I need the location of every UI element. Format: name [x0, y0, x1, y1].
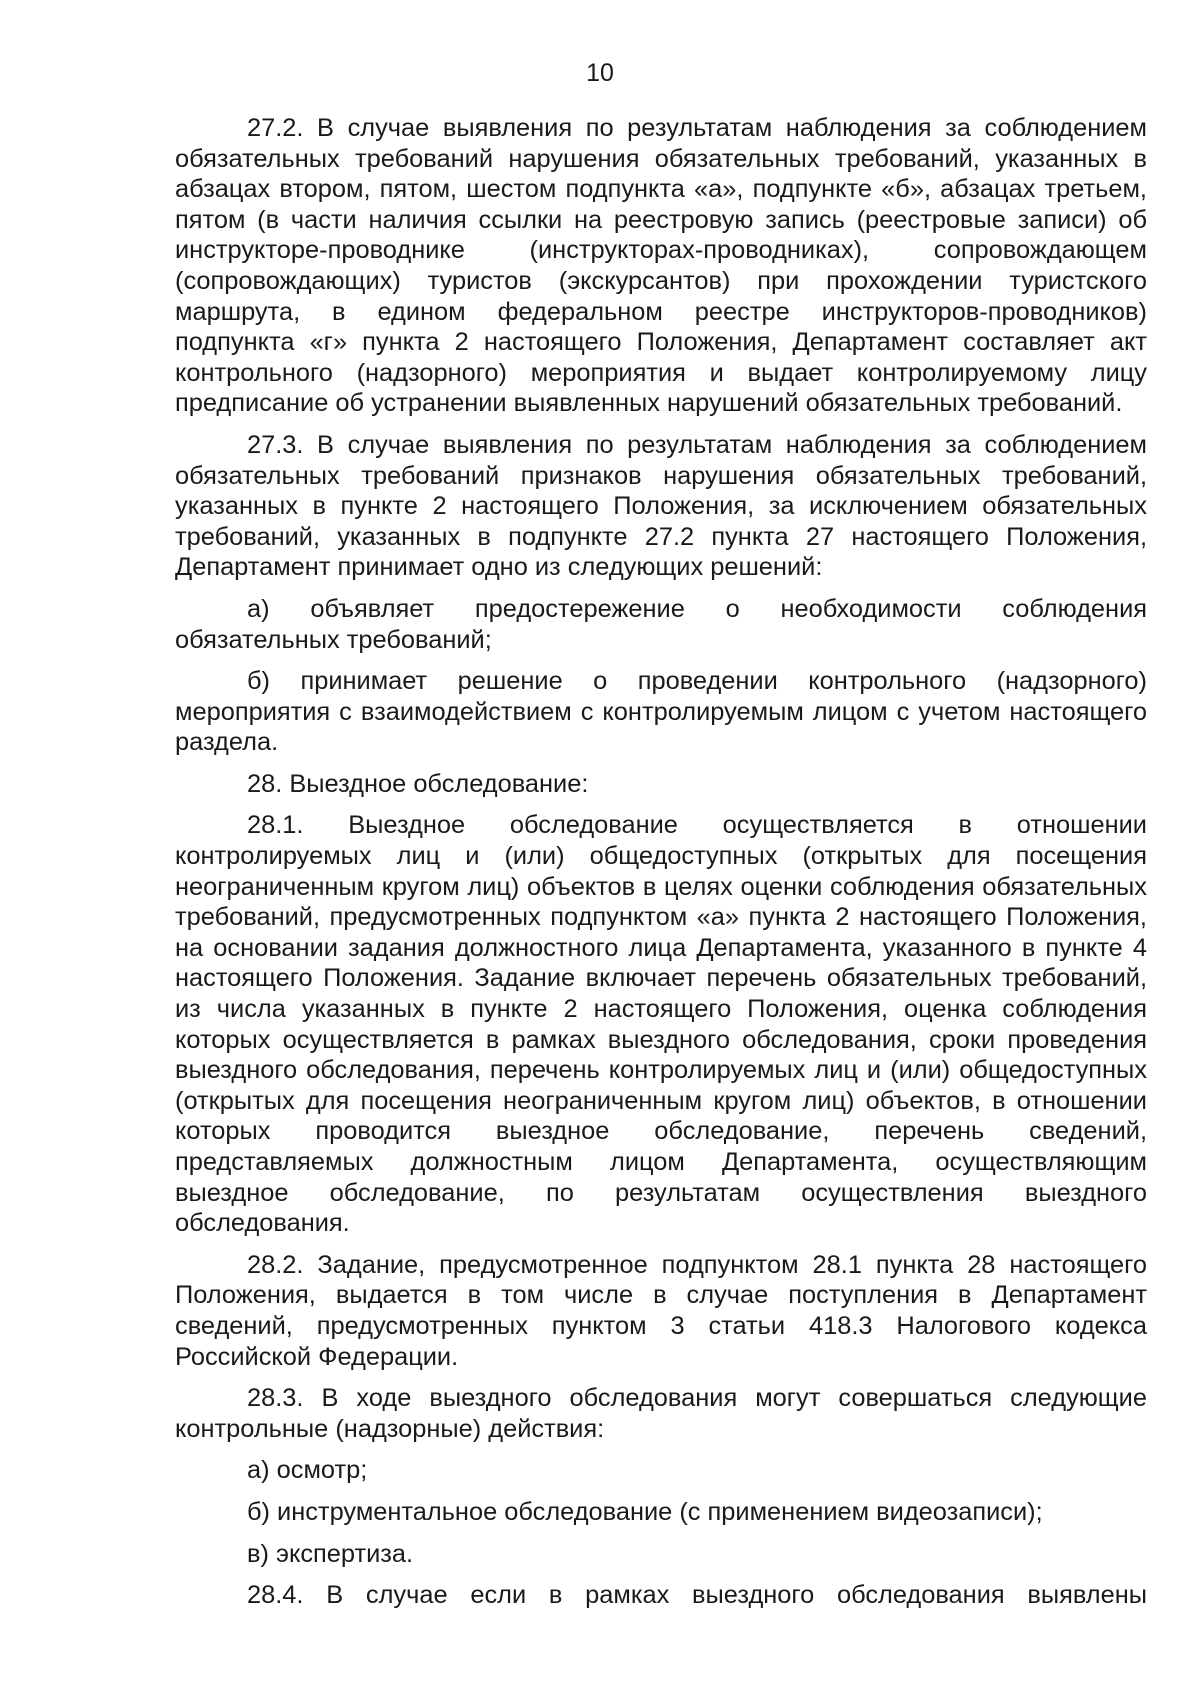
- paragraph-28: 28. Выездное обследование:: [247, 769, 589, 798]
- paragraph-28-3-c: в) экспертиза.: [247, 1539, 414, 1568]
- paragraph-28-1: 28.1. Выездное обследование осуществляется в отношении контролируемых лиц и (или) общедоступных (открытых для посещения неограниченным кругом лиц) объектов в целях оценки соблюдения обязательных требований, предусмотренных подпунктом «а» пункта 2 настоящего Положения, на основании задания должностного лица Департамента, указанного в пункте 4 настоящего Положения. Задание включает перечень обязательных требований, из числа указанных в пункте 2 настоящего Положения, оценка соблюдения которых осуществляется в рамках выездного обследования, сроки проведения выездного обследования, перечень контролируемых лиц и (или) общедоступных (открытых для посещения неограниченным кругом лиц) объектов, в отношении которых проводится выездное обследование, перечень сведений, представляемых должностным лицом Департамента, осуществляющим выездное обследование, по результатам осуществления выездного обследования.: [175, 811, 1147, 1238]
- paragraph-28-4: 28.4. В случае если в рамках выездного обследования выявлены: [247, 1581, 1147, 1610]
- document-body: [175, 113, 1147, 1622]
- paragraph-27-3-b: б) принимает решение о проведении контрольного (надзорного) мероприятия с взаимодействием с контролируемым лицом с учетом настоящего раздела.: [175, 667, 1147, 757]
- paragraph-27-3: 27.3. В случае выявления по результатам наблюдения за соблюдением обязательных требований признаков нарушения обязательных требований, указанных в пункте 2 настоящего Положения, за исключением обязательных требований, указанных в подпункте 27.2 пункта 27 настоящего Положения, Департамент принимает одно из следующих решений:: [175, 430, 1147, 582]
- paragraph-28-2: 28.2. Задание, предусмотренное подпунктом 28.1 пункта 28 настоящего Положения, выдается в том числе в случае поступления в Департамент сведений, предусмотренных пунктом 3 статьи 418.3 Налогового кодекса Российской Федерации.: [175, 1250, 1147, 1371]
- paragraph-27-2: 27.2. В случае выявления по результатам наблюдения за соблюдением обязательных требований нарушения обязательных требований, указанных в абзацах втором, пятом, шестом подпункта «а», подпункте «б», абзацах третьем, пятом (в части наличия ссылки на реестровую запись (реестровые записи) об инструкторе-проводнике (инструкторах-проводниках), сопровождающем (сопровождающих) туристов (экскурсантов) при прохождении туристского маршрута, в едином федеральном реестре инструкторов-проводников) подпункта «г» пункта 2 настоящего Положения, Департамент составляет акт контрольного (надзорного) мероприятия и выдает контролируемому лицу предписание об устранении выявленных нарушений обязательных требований.: [175, 114, 1147, 418]
- paragraph-28-3-b: б) инструментальное обследование (с применением видеозаписи);: [247, 1497, 1043, 1526]
- paragraph-28-3-a: а) осмотр;: [247, 1456, 368, 1485]
- paragraph-28-3: 28.3. В ходе выездного обследования могут совершаться следующие контрольные (надзорные) действия:: [175, 1384, 1147, 1443]
- paragraph-27-3-a: а) объявляет предостережение о необходимости соблюдения обязательных требований;: [175, 594, 1147, 654]
- page-number: 10: [586, 59, 614, 87]
